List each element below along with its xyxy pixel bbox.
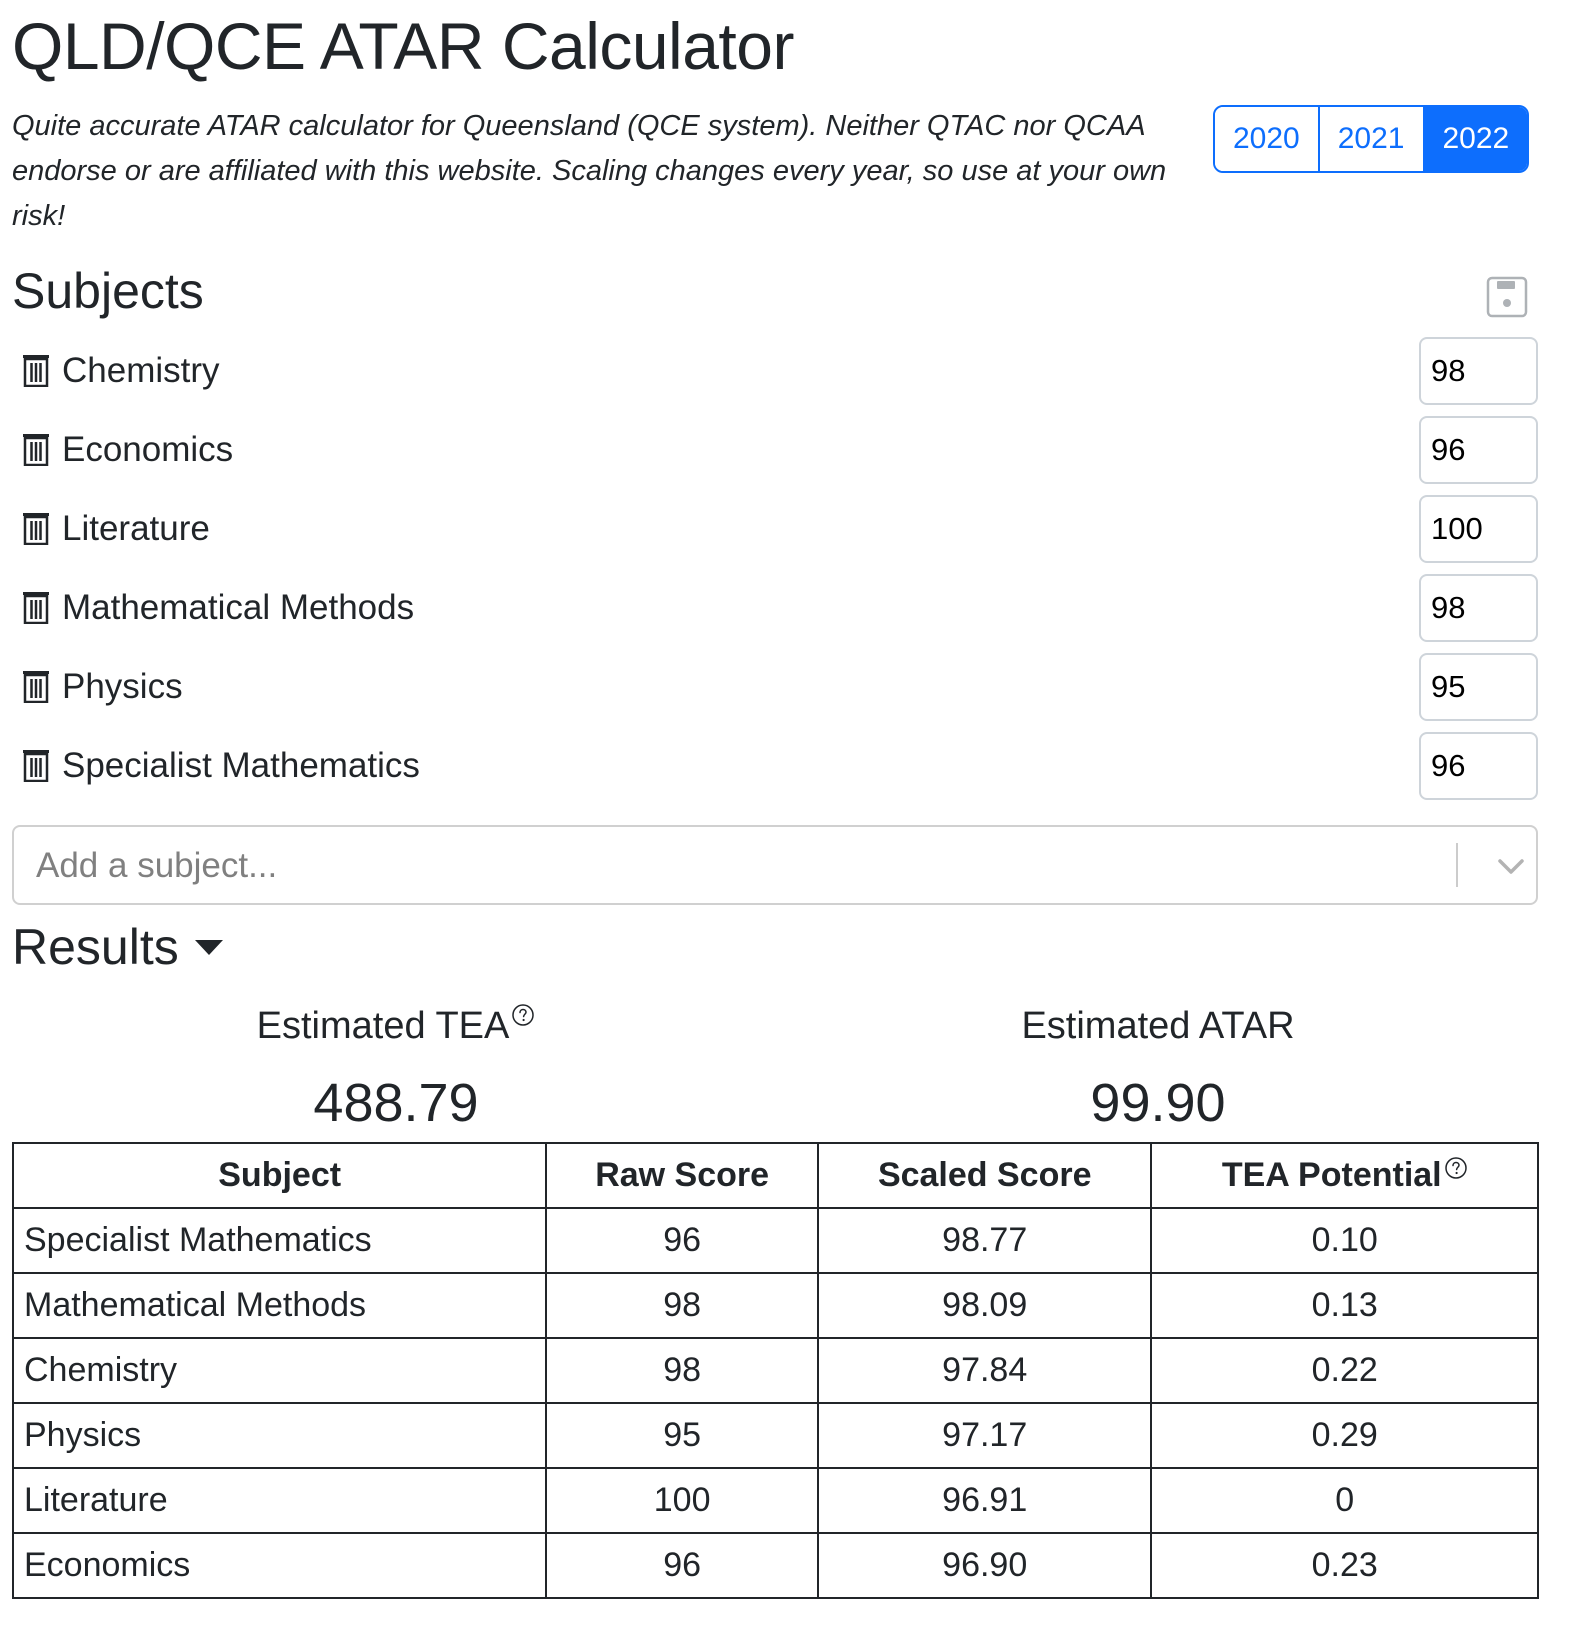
help-icon[interactable] <box>1444 1156 1468 1180</box>
cell-scaled-score: 97.17 <box>818 1403 1152 1468</box>
cell-tea-potential: 0.23 <box>1151 1533 1538 1598</box>
raw-score-input[interactable] <box>1419 732 1538 800</box>
help-icon[interactable] <box>511 1003 535 1027</box>
year-selector <box>1213 105 1529 173</box>
table-row <box>13 1338 1538 1403</box>
raw-score-input[interactable] <box>1419 416 1538 484</box>
chevron-down-icon[interactable] <box>1496 851 1526 881</box>
cell-subject: Literature <box>13 1468 546 1533</box>
cell-subject: Mathematical Methods <box>13 1273 546 1338</box>
raw-score-input[interactable] <box>1419 653 1538 721</box>
trash-icon[interactable] <box>22 511 50 545</box>
table-row <box>13 1403 1538 1468</box>
table-header-row <box>13 1143 1538 1208</box>
intro-text: Quite accurate ATAR calculator for Queensland (QCE system). Neither QTAC nor QCAA endorse or are affiliated with this website. Scaling changes every year, so use at your own risk! <box>12 110 1167 232</box>
subject-row <box>12 337 1538 405</box>
trash-icon[interactable] <box>22 748 50 782</box>
column-header-subject: Subject <box>13 1143 546 1208</box>
cell-scaled-score: 97.84 <box>818 1338 1152 1403</box>
cell-scaled-score: 98.09 <box>818 1273 1152 1338</box>
table-row <box>13 1273 1538 1338</box>
subject-row <box>12 574 1538 642</box>
subject-row <box>12 495 1538 563</box>
atar-stat <box>958 1003 1358 1135</box>
table-row <box>13 1208 1538 1273</box>
cell-tea-potential: 0.13 <box>1151 1273 1538 1338</box>
cell-raw-score: 98 <box>546 1273 818 1338</box>
floppy-disk-icon[interactable] <box>1486 276 1528 318</box>
atar-label: Estimated ATAR <box>1021 1005 1295 1047</box>
column-header-tea-potential-text: TEA Potential <box>1221 1156 1442 1194</box>
raw-score-input[interactable] <box>1419 495 1538 563</box>
subject-row <box>12 653 1538 721</box>
tea-label-text: Estimated TEA <box>256 1005 510 1047</box>
select-separator <box>1456 843 1458 887</box>
cell-scaled-score: 96.91 <box>818 1468 1152 1533</box>
results-heading: Results <box>12 919 179 975</box>
column-header-tea-potential <box>1151 1143 1538 1208</box>
tea-value: 488.79 <box>313 1073 479 1133</box>
cell-subject: Economics <box>13 1533 546 1598</box>
subject-name: Economics <box>62 430 234 469</box>
subject-name: Physics <box>62 667 183 706</box>
page-title: QLD/QCE ATAR Calculator <box>12 9 794 83</box>
raw-score-input[interactable] <box>1419 574 1538 642</box>
cell-tea-potential: 0.29 <box>1151 1403 1538 1468</box>
trash-icon[interactable] <box>22 432 50 466</box>
tea-label <box>196 1003 596 1049</box>
add-subject-placeholder: Add a subject... <box>36 846 278 885</box>
table-row <box>13 1468 1538 1533</box>
atar-value: 99.90 <box>1090 1073 1226 1133</box>
year-button-2022[interactable]: 2022 <box>1425 107 1528 171</box>
subject-name: Chemistry <box>62 351 220 390</box>
results-toggle[interactable] <box>12 918 225 976</box>
table-row <box>13 1533 1538 1598</box>
cell-tea-potential: 0.10 <box>1151 1208 1538 1273</box>
results-table <box>12 1142 1539 1599</box>
subject-name: Specialist Mathematics <box>62 746 420 785</box>
cell-tea-potential: 0 <box>1151 1468 1538 1533</box>
add-subject-select[interactable] <box>12 825 1538 905</box>
year-button-2020[interactable]: 2020 <box>1215 107 1320 171</box>
subject-row <box>12 732 1538 800</box>
cell-scaled-score: 98.77 <box>818 1208 1152 1273</box>
cell-tea-potential: 0.22 <box>1151 1338 1538 1403</box>
cell-raw-score: 100 <box>546 1468 818 1533</box>
cell-raw-score: 98 <box>546 1338 818 1403</box>
cell-subject: Physics <box>13 1403 546 1468</box>
subject-row <box>12 416 1538 484</box>
cell-scaled-score: 96.90 <box>818 1533 1152 1598</box>
cell-raw-score: 96 <box>546 1208 818 1273</box>
subject-name: Literature <box>62 509 210 548</box>
subjects-heading: Subjects <box>12 263 204 319</box>
cell-subject: Chemistry <box>13 1338 546 1403</box>
column-header-raw-score: Raw Score <box>546 1143 818 1208</box>
trash-icon[interactable] <box>22 353 50 387</box>
subject-name: Mathematical Methods <box>62 588 415 627</box>
trash-icon[interactable] <box>22 590 50 624</box>
caret-down-icon <box>193 937 225 957</box>
column-header-scaled-score: Scaled Score <box>818 1143 1152 1208</box>
cell-raw-score: 96 <box>546 1533 818 1598</box>
cell-subject: Specialist Mathematics <box>13 1208 546 1273</box>
year-button-2021[interactable]: 2021 <box>1320 107 1425 171</box>
tea-stat <box>196 1003 596 1135</box>
raw-score-input[interactable] <box>1419 337 1538 405</box>
cell-raw-score: 95 <box>546 1403 818 1468</box>
trash-icon[interactable] <box>22 669 50 703</box>
